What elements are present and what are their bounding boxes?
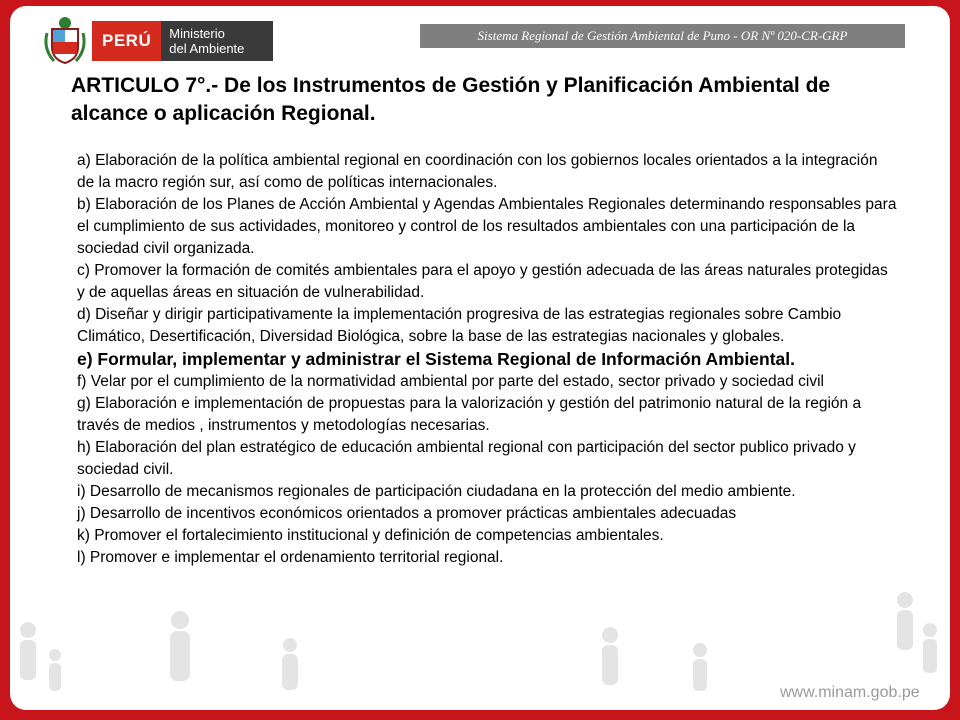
- ministry-line-1: Ministerio: [169, 26, 225, 41]
- list-item-c: c) Promover la formación de comités ambientales para el apoyo y gestión adecuada de las áreas naturales protegidas y de aquellas áreas en situación de vulnerabilidad.: [77, 262, 888, 301]
- list-item-b: b) Elaboración de los Planes de Acción Ambiental y Agendas Ambientales Regionales determinando responsables para el cumplimiento de sus actividades, monitoreo y control de los resultados ambientales con una participación de la sociedad civil organizada.: [77, 196, 897, 257]
- article-body: [77, 150, 897, 569]
- list-item-g: g) Elaboración e implementación de propuestas para la valorización y gestión del patrimonio natural de la región a través de medios , instrumentos y metodologías necesarias.: [77, 395, 862, 434]
- list-item-i: i) Desarrollo de mecanismos regionales de participación ciudadana en la protección del medio ambiente.: [77, 483, 796, 500]
- ministry-line-2: del Ambiente: [169, 41, 245, 56]
- list-item-j: j) Desarrollo de incentivos económicos orientados a promover prácticas ambientales adecuadas: [77, 505, 737, 522]
- list-item-l: l) Promover e implementar el ordenamiento territorial regional.: [77, 549, 504, 566]
- list-item-d: d) Diseñar y dirigir participativamente la implementación progresiva de las estrategias regionales sobre Cambio Climático, Desertificación, Diversidad Biológica, sobre la base de las estrategias nacionales y globales.: [77, 306, 842, 345]
- article-title: ARTICULO 7°.- De los Instrumentos de Gestión y Planificación Ambiental de alcance o aplicación Regional.: [71, 74, 831, 125]
- header-banner: Sistema Regional de Gestión Ambiental de Puno - OR Nº 020-CR-GRP: [420, 24, 905, 48]
- footer-url[interactable]: www.minam.gob.pe: [780, 684, 920, 701]
- list-item-k: k) Promover el fortalecimiento institucional y definición de competencias ambientales.: [77, 527, 664, 544]
- ministry-label: [161, 21, 273, 61]
- ministry-logo: [44, 14, 273, 68]
- list-item-h: h) Elaboración del plan estratégico de educación ambiental regional con participación del sector publico privado y sociedad civil.: [77, 439, 856, 478]
- list-item-e: e) Formular, implementar y administrar el Sistema Regional de Información Ambiental.: [77, 349, 796, 369]
- list-item-f: f) Velar por el cumplimiento de la normatividad ambiental por parte del estado, sector privado y sociedad civil: [77, 373, 824, 390]
- country-label: PERÚ: [92, 21, 161, 61]
- list-item-a: a) Elaboración de la política ambiental regional en coordinación con los gobiernos locales orientados a la integración de la macro región sur, así como de políticas internacionales.: [77, 152, 878, 191]
- coat-of-arms-icon: [44, 15, 86, 67]
